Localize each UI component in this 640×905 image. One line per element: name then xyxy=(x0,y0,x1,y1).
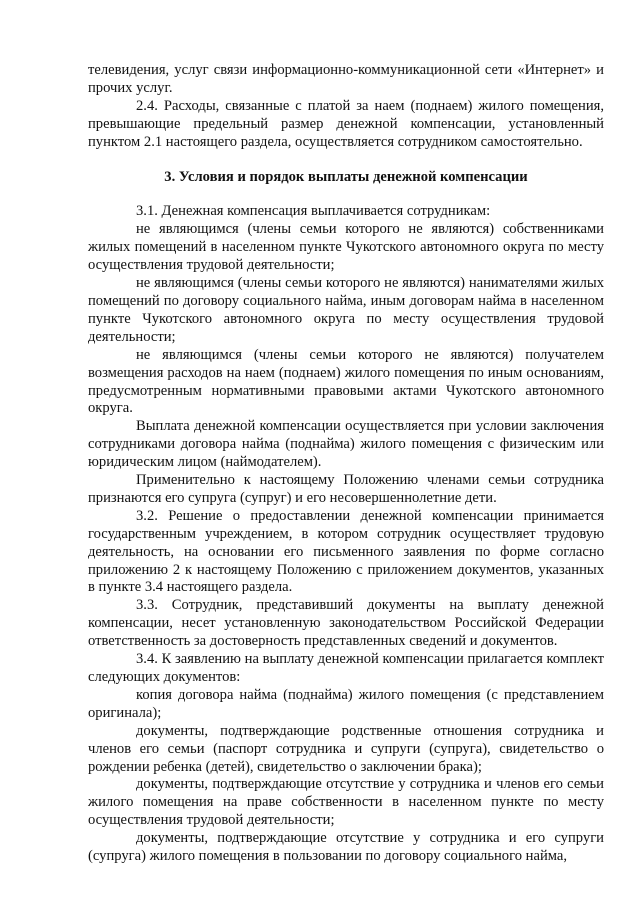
list-item-kinship-documents: документы, подтверждающие родственные отношения сотрудника и членов его семьи (паспорт сотрудника и супруги (супруга), свидетельство о рождении ребенка (детей), свидетельство о заключении брака); xyxy=(88,722,604,775)
document-page xyxy=(88,62,604,866)
paragraph-3-1: 3.1. Денежная компенсация выплачивается сотрудникам: xyxy=(136,203,491,220)
list-item-no-ownership-documents: документы, подтверждающие отсутствие у сотрудника и членов его семьи жилого помещения на праве собственности в населенном пункте по месту осуществления трудовой деятельности; xyxy=(88,776,604,829)
paragraph-condition-recipients: не являющимся (члены семьи которого не являются) получателем возмещения расходов на наем (поднаем) жилого помещения по иным основаниям, предусмотренным нормативными правовыми актами Чукотского автономного округа. xyxy=(88,346,604,417)
list-item-no-social-tenancy-documents: документы, подтверждающие отсутствие у сотрудника и его супруги (супруга) жилого помещения в пользовании по договору социального найма, xyxy=(88,830,604,865)
paragraph-family-members: Применительно к настоящему Положению членами семьи сотрудника признаются его супруга (супруг) и его несовершеннолетние дети. xyxy=(88,472,604,506)
section-heading: 3. Условия и порядок выплаты денежной компенсации xyxy=(164,168,528,185)
paragraph-3-4: 3.4. К заявлению на выплату денежной компенсации прилагается комплект следующих документов: xyxy=(88,651,604,685)
paragraph-condition-owners: не являющимся (члены семьи которого не являются) собственниками жилых помещений в населенном пункте Чукотского автономного округа по месту осуществления трудовой деятельности; xyxy=(88,221,604,274)
paragraph-3-2: 3.2. Решение о предоставлении денежной компенсации принимается государственным учреждением, в котором сотрудник осуществляет трудовую деятельность, на основании его письменного заявления по форме согласно приложению 2 к настоящему Положению с приложением документов, указанных в пункте 3.4 настоящего раздела. xyxy=(88,507,604,596)
paragraph-2-4: 2.4. Расходы, связанные с платой за наем (поднаем) жилого помещения, превышающие предельный размер денежной компенсации, установленный пунктом 2.1 настоящего раздела, осуществляется сотрудником самостоятельно. xyxy=(88,97,604,150)
paragraph-continuation: телевидения, услуг связи информационно-коммуникационной сети «Интернет» и прочих услуг. xyxy=(88,62,604,96)
paragraph-payment-condition: Выплата денежной компенсации осуществляется при условии заключения сотрудниками договора найма (поднайма) жилого помещения с физическим или юридическим лицом (наймодателем). xyxy=(88,418,604,471)
paragraph-condition-tenants: не являющимся (члены семьи которого не являются) нанимателями жилых помещений по договору социального найма, иным договорам найма в населенном пункте Чукотского автономного округа по месту осуществления трудовой деятельности; xyxy=(88,275,604,345)
list-item-contract-copy: копия договора найма (поднайма) жилого помещения (с представлением оригинала); xyxy=(88,686,604,721)
paragraph-3-3: 3.3. Сотрудник, представивший документы на выплату денежной компенсации, несет установленную законодательством Российской Федерации ответственность за достоверность представленных сведений и документов. xyxy=(88,597,604,650)
